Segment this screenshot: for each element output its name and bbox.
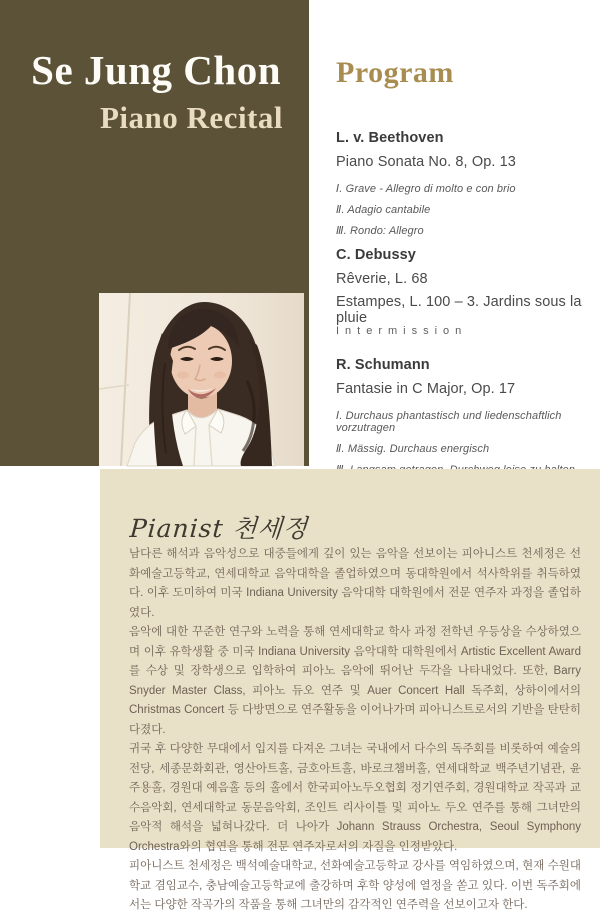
pianist-photo	[99, 293, 304, 466]
bio-paragraph: 음악에 대한 꾸준한 연구와 노력을 통해 연세대학교 학사 과정 전학년 우등상을 수상하였으며 이후 유학생활 중 미국 Indiana University 음악대학 대학원에서 Artistic Excellent Award를 수상 및 장학생으로 입학하여 피아노 음악에 뛰어난 두각을 나타내었다. 또한, Barry Snyder Master Class, 피아노 듀오 연주 및 Auer Concert Hall 독주회, 상하이에서의 Christmas Concert 등 다방면으로 연주활동을 이어나가며 피아니스트로서의 기반을 탄탄히 다졌다.	[129, 626, 581, 736]
bio-heading: Pianist 천세정	[128, 514, 310, 543]
pianist-portrait-illustration	[99, 293, 304, 466]
movement-line: Ⅰ. Durchaus phantastisch und liedenschaftlich vorzutragen	[336, 410, 562, 434]
movement-line: Ⅱ. Adagio cantabile	[336, 204, 431, 216]
composer-name: C. Debussy	[336, 247, 416, 263]
bio-paragraph: 남다른 해석과 음악성으로 대중들에게 깊이 있는 음악을 선보이는 피아니스트 천세정은 선화예술고등학교, 연세대학교 음악대학을 졸업하였으며 동대학원에서 석사학위를 취득하였다. 이후 도미하여 미국 Indiana University 음악대학 대학원에서 전문 연주자 과정을 졸업하였다.	[129, 548, 581, 619]
program-section-debussy	[336, 247, 592, 333]
movement-line: Ⅰ. Grave - Allegro di molto e con brio	[336, 183, 516, 195]
program-section-schumann	[336, 357, 592, 484]
piece-title: Fantasie in C Major, Op. 17	[336, 381, 516, 397]
movement-line: Ⅱ. Mässig. Durchaus energisch	[336, 443, 490, 455]
piece-title: Estampes, L. 100 – 3. Jardins sous la pluie	[336, 294, 582, 326]
bio-text	[129, 545, 581, 916]
intermission-label: Intermission	[336, 325, 468, 337]
artist-name: Se Jung Chon	[31, 47, 281, 93]
piece-title: Rêverie, L. 68	[336, 271, 428, 287]
piece-title: Piano Sonata No. 8, Op. 13	[336, 154, 516, 170]
biography-panel	[100, 469, 600, 911]
bio-paragraph: 귀국 후 다양한 무대에서 입지를 다져온 그녀는 국내에서 다수의 독주회를 비롯하여 예술의전당, 세종문화회관, 영산아트홀, 금호아트홀, 바로크챔버홀, 연세대학교 백주년기념관, 윤주용홀, 경원대 예음홀 등의 홀에서 한국피아노두오협회 정기연주회, 경원대학교 작곡과 교수음악회, 연세대학교 동문음악회, 조인트 리사이틀 및 피아노 두오 연주를 통해 그녀만의 음악적 해석을 넓혀나갔다. 더 나아가 Johann Strauss Orchestra, Seoul Symphony Orchestra와의 협연을 통해 전문 연주자로서의 자질을 인정받았다.	[129, 743, 581, 853]
program-title: Program	[336, 56, 454, 89]
composer-name: R. Schumann	[336, 357, 430, 373]
recital-subtitle: Piano Recital	[100, 100, 283, 135]
program-section-beethoven	[336, 130, 592, 245]
bio-paragraph: 피아니스트 천세정은 백석예술대학교, 선화예술고등학교 강사를 역임하였으며, 현재 수원대학교 겸임교수, 충남예술고등학교에 출강하며 후학 양성에 열정을 쏟고 있다. 이번 독주회에서는 다양한 작곡가의 작품을 통해 그녀만의 감각적인 연주력을 선보이고자 한다.	[129, 860, 581, 911]
movement-line: Ⅲ. Rondo: Allegro	[336, 225, 424, 237]
composer-name: L. v. Beethoven	[336, 130, 444, 146]
